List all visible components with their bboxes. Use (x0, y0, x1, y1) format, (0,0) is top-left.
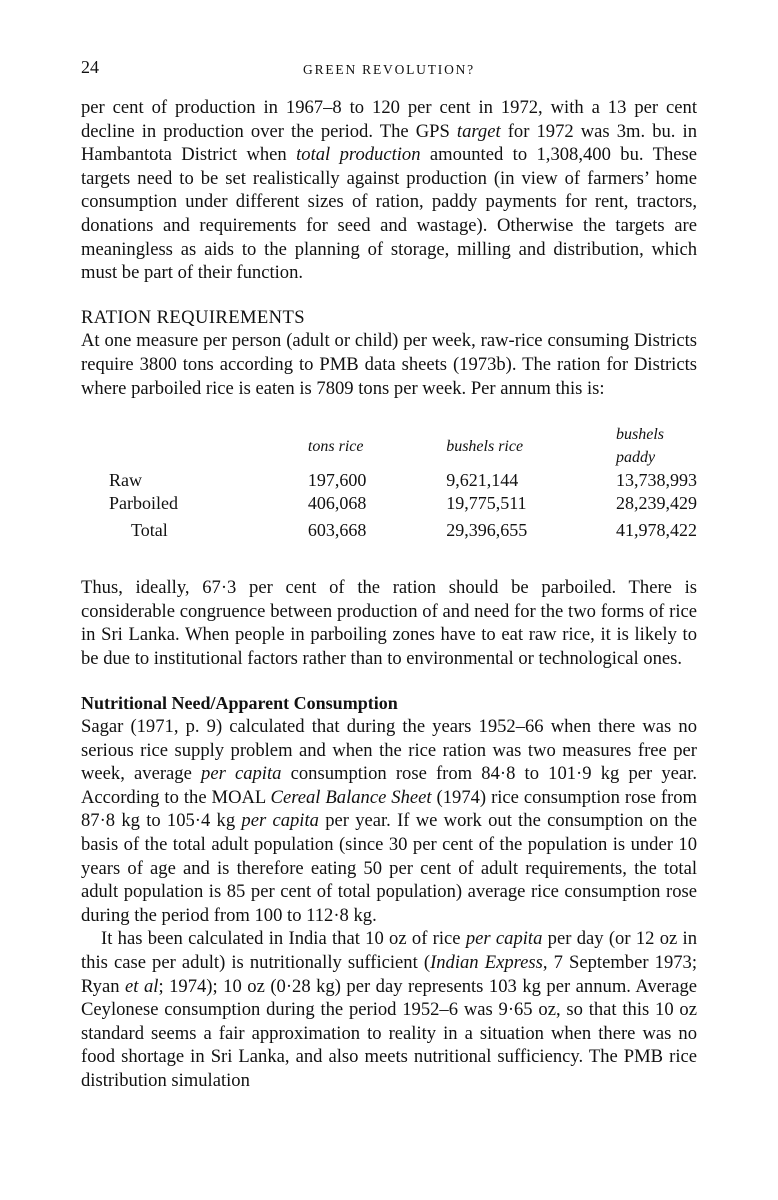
heading-nutritional-need: Nutritional Need/Apparent Consumption (81, 692, 398, 713)
ration-table (81, 423, 697, 542)
paragraph-india: It has been calculated in India that 10 oz of rice per capita per day (or 12 oz in this case per adult) is nutritionally sufficient (Indian Express, 7 September 1973; Ryan et al; 1974); 10 oz (0·28 kg) per day represents 103 kg per annum. Average Ceylonese consumption during the period 1952–6 was 9·65 oz, so that this 10 oz standard seems a fair approximation to reality in a situation when there was no food shortage in Sri Lanka, and also meets nutritional sufficiency. The PMB rice distribution simulation (81, 928, 698, 1091)
cell: 197,600 (307, 470, 367, 491)
cell: 29,396,655 (446, 520, 528, 541)
running-title: GREEN REVOLUTION? (303, 62, 475, 77)
heading-ration-requirements: RATION REQUIREMENTS (81, 306, 306, 328)
row-label: Raw (109, 470, 142, 491)
cell: 406,068 (307, 493, 367, 514)
page-number: 24 (81, 57, 99, 77)
cell: 9,621,144 (446, 470, 519, 491)
row-label: Total (131, 520, 168, 541)
cell: 28,239,429 (616, 493, 697, 514)
book-page (81, 56, 697, 1093)
paragraph-ration: At one measure per person (adult or child) per week, raw-rice consuming Districts require 3800 tons according to PMB data sheets (1973b). The ration for Districts where parboiled rice is eaten is 7809 tons per week. Per annum this is: (81, 330, 697, 399)
paragraph-parboiled: Thus, ideally, 67·3 per cent of the ration should be parboiled. There is considerable congruence between production of and need for the two forms of rice in Sri Lanka. When people in parboiling zones have to eat raw rice, it is likely to be due to institutional factors rather than to environmental or technological ones. (81, 577, 697, 669)
col-header-tons-rice: tons rice (307, 437, 364, 455)
table-header-row (81, 423, 697, 469)
table-row (81, 469, 697, 492)
table-total-row (81, 515, 697, 542)
col-header-bushels-paddy: bushels paddy (616, 426, 664, 467)
table-row (81, 492, 697, 515)
cell: 13,738,993 (616, 470, 697, 491)
cell: 41,978,422 (616, 520, 697, 541)
col-header-bushels-rice: bushels rice (446, 437, 524, 455)
paragraph-sagar: Sagar (1971, p. 9) calculated that during the years 1952–66 when there was no serious rice supply problem and when the rice ration was two measures free per week, average per capita consumption rose from 84·8 to 101·9 kg per year. According to the MOAL Cereal Balance Sheet (1974) rice consumption rose from 87·8 kg to 105·4 kg per capita per year. If we work out the consumption on the basis of the total adult population (since 30 per cent of the population is under 10 years of age and is therefore eating 50 per cent of adult requirements, the total adult population is 85 per cent of total population) average rice consumption rose during the period from 100 to 112·8 kg. (81, 716, 697, 926)
cell: 19,775,511 (446, 493, 527, 514)
running-header (81, 56, 697, 82)
cell: 603,668 (307, 520, 367, 541)
row-label: Parboiled (109, 493, 178, 514)
paragraph-targets: per cent of production in 1967–8 to 120 per cent in 1972, with a 13 per cent decline in production over the period. The GPS target for 1972 was 3m. bu. in Hambantota District when total production amounted to 1,308,400 bu. These targets need to be set realistically against production (in view of farmers’ home consumption under different sizes of ration, paddy payments for rent, tractors, donations and requirements for seed and wastage). Otherwise the targets are meaningless as aids to the planning of storage, milling and distribution, which must be part of their function. (81, 97, 697, 284)
